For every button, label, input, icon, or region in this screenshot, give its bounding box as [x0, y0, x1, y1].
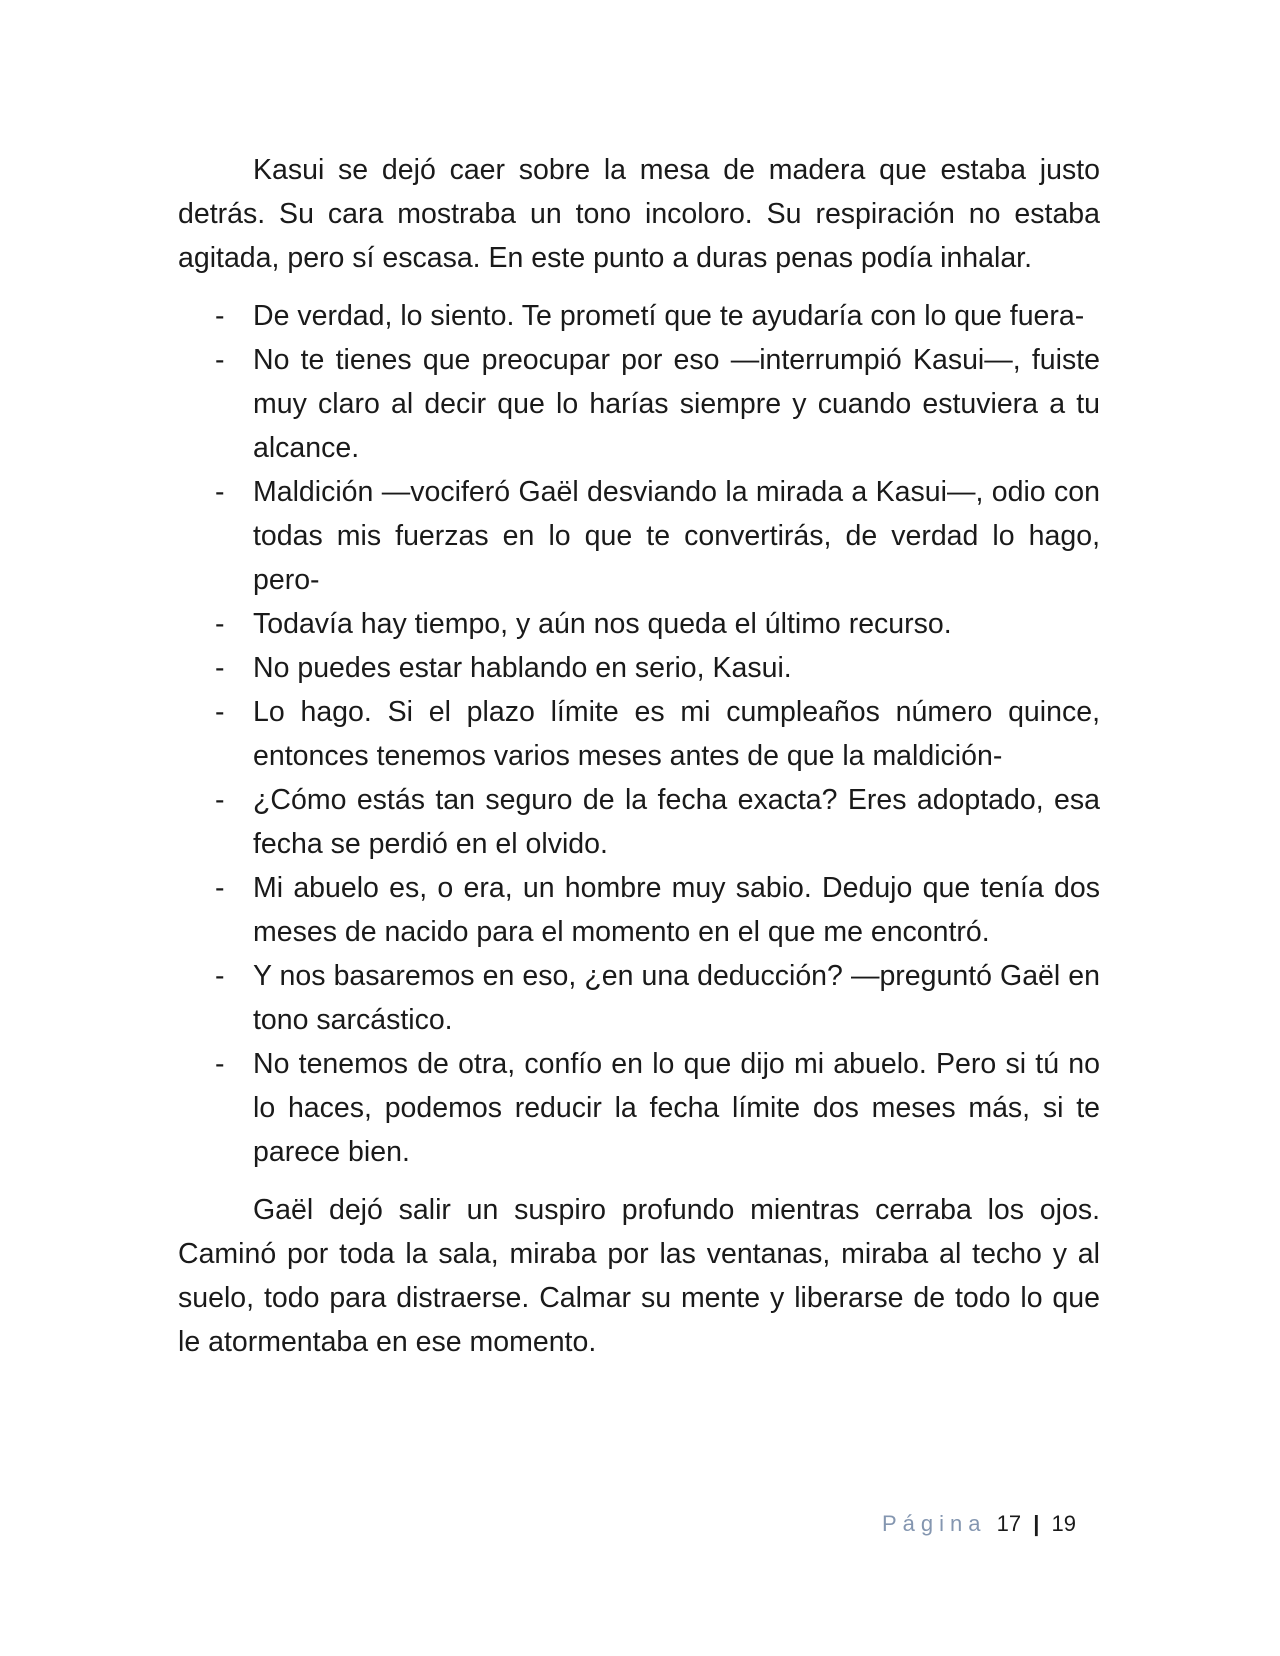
dialogue-text: No puedes estar hablando en serio, Kasui.	[253, 652, 792, 684]
dialogue-line	[178, 338, 1100, 470]
dialogue-dash: -	[215, 652, 225, 684]
page-separator: |	[1033, 1511, 1040, 1536]
dialogue-dash: -	[215, 300, 225, 332]
dialogue-text: De verdad, lo siento. Te prometí que te ayudaría con lo que fuera-	[253, 300, 1085, 332]
dialogue-text: Mi abuelo es, o era, un hombre muy sabio. Dedujo que tenía dos meses de nacido para el momento en el que me encontró.	[253, 872, 1100, 948]
dialogue-dash: -	[215, 696, 225, 728]
page-label: Página	[881, 1511, 987, 1536]
dialogue-line	[178, 470, 1100, 602]
dialogue-line	[178, 690, 1100, 778]
dialogue-line	[178, 866, 1100, 954]
dialogue-line	[178, 1042, 1100, 1174]
dialogue-dash: -	[215, 608, 225, 640]
dialogue-text: Maldición —vociferó Gaël desviando la mirada a Kasui—, odio con todas mis fuerzas en lo que te convertirás, de verdad lo hago, pero-	[253, 476, 1100, 596]
dialogue-text: Todavía hay tiempo, y aún nos queda el último recurso.	[253, 608, 952, 640]
dialogue-line	[178, 602, 1100, 646]
dialogue-text: ¿Cómo estás tan seguro de la fecha exacta? Eres adoptado, esa fecha se perdió en el olvido.	[253, 784, 1100, 860]
paragraph: Gaël dejó salir un suspiro profundo mientras cerraba los ojos. Caminó por toda la sala, miraba por las ventanas, miraba al techo y al suelo, todo para distraerse. Calmar su mente y liberarse de todo lo que le atormentaba en ese momento.	[178, 1194, 1100, 1358]
paragraph: Kasui se dejó caer sobre la mesa de madera que estaba justo detrás. Su cara mostraba un tono incoloro. Su respiración no estaba agitada, pero sí escasa. En este punto a duras penas podía inhalar.	[178, 154, 1100, 274]
dialogue-text: Y nos basaremos en eso, ¿en una deducción? —preguntó Gaël en tono sarcástico.	[253, 960, 1100, 1036]
current-page-number: 17	[996, 1511, 1022, 1536]
dialogue-line	[178, 778, 1100, 866]
dialogue-dash: -	[215, 960, 225, 992]
dialogue-line	[178, 954, 1100, 1042]
dialogue-dash: -	[215, 344, 225, 376]
dialogue-line	[178, 294, 1100, 338]
dialogue-text: No tenemos de otra, confío en lo que dijo mi abuelo. Pero si tú no lo haces, podemos reducir la fecha límite dos meses más, si te parece bien.	[253, 1048, 1100, 1168]
dialogue-dash: -	[215, 476, 225, 508]
dialogue-line	[178, 646, 1100, 690]
dialogue-list	[178, 294, 1100, 1174]
body-text	[178, 148, 1100, 1364]
page-footer	[882, 1510, 1076, 1538]
dialogue-dash: -	[215, 872, 225, 904]
dialogue-dash: -	[215, 1048, 225, 1080]
dialogue-text: No te tienes que preocupar por eso —interrumpió Kasui—, fuiste muy claro al decir que lo harías siempre y cuando estuviera a tu alcance.	[253, 344, 1100, 464]
dialogue-dash: -	[215, 784, 225, 816]
dialogue-text: Lo hago. Si el plazo límite es mi cumpleaños número quince, entonces tenemos varios meses antes de que la maldición-	[253, 696, 1100, 772]
total-pages-number: 19	[1051, 1511, 1076, 1536]
